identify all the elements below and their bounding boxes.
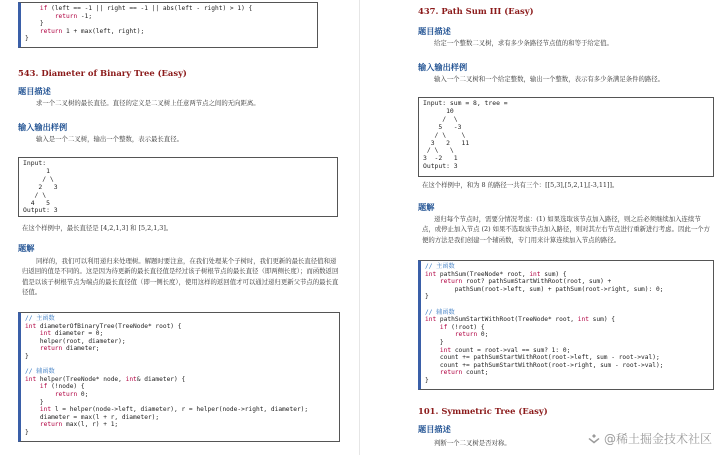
code-line: // 主函数 [25,315,55,322]
code-line: count += pathSumStartWithRoot(root->left, sum - root->val); [425,354,660,362]
io-heading: 输入输出样例 [18,122,68,132]
watermark-text: @稀土掘金技术社区 [603,432,712,446]
watermark [588,430,712,447]
code-line [425,301,709,309]
code-line: } [25,352,29,360]
code-line: return count; [439,369,489,377]
code-line: } [25,20,44,28]
code-line: return 0; [454,331,489,339]
code-line: if (left == -1 || right == -1 || abs(left - right) > 1) { [39,5,253,12]
desc-heading: 题目描述 [18,86,51,96]
desc-heading: 题目描述 [418,26,451,36]
problem-title-543: 543. Diameter of Binary Tree (Easy) [18,68,187,78]
code-line: count += pathSumStartWithRoot(root->right, sum - root->val); [425,361,664,369]
code-line: int count = root->val == sum? 1: 0; [439,346,571,354]
sample-box: Input: sum = 8, tree = 10 / \ 5 -3 / \ \ 3 2 11 / \ \ 3 -2 1 Output: 3 [418,97,714,177]
code-line: int diameter = 0; [39,330,104,338]
column-divider [359,0,360,455]
code-line: int diameterOfBinaryTree(TreeNode* root) { [25,322,182,330]
code-block [418,260,714,390]
code-line: } [25,428,29,436]
solution-text: 同样的，我们可以利用递归来处理树。解题时要注意，在我们处理某个子树时，我们更新的最长直径值和递归返回的值是不同的。这是因为待更新的最长直径值是经过该子树根节点的最长直径（即两侧长度）；而函数返回值是以该子树根节点为端点的最长直径值（即一侧长度），使用这样的返回值才可以通过递归更新父节点的最长直径值。 [22,257,339,297]
code-line: int pathSum(TreeNode* root, int sum) { [425,270,567,278]
sample-box: Input: 1 / \ 2 3 / \ 4 5 Output: 3 [18,157,338,217]
sample-note: 在这个样例中，最长直径是 [4,2,1,3] 和 [5,2,1,3]。 [22,224,173,232]
desc-text: 求一个二叉树的最长直径。直径的定义是二叉树上任意两节点之间的无向距离。 [36,99,260,107]
code-line: } [25,398,44,406]
code-line: return max(l, r) + 1; [39,421,119,429]
code-line: diameter = max(l + r, diameter); [25,413,160,421]
left-column [0,0,356,455]
code-line: } [425,293,429,301]
desc-text: 给定一个整数二叉树，求有多少条路径节点值的和等于给定值。 [434,39,613,47]
sample-note: 在这个样例中，和为 8 的路径一共有三个：[[5,3],[5,2,1],[-3,11]]。 [422,181,619,189]
solution-heading: 题解 [418,202,435,212]
next-desc-text: 判断一个二叉树是否对称。 [434,439,511,447]
code-line: // 辅函数 [25,368,55,376]
code-line: } [425,376,429,384]
code-line: int l = helper(node->left, diameter), r = helper(node->right, diameter); [39,406,309,414]
code-line: } [25,35,29,43]
code-line [25,361,335,369]
code-block [18,312,340,442]
code-line: // 主函数 [425,263,455,270]
right-column [364,0,720,455]
solution-text: 递归每个节点时，需要分情况考虑：(1) 如果选取该节点加入路径，则之后必须继续加入连续节点，或停止加入节点 (2) 如果不选取该节点加入路径，则对其左右节点进行重新进行考虑。因此一个方便的方法是我们创建一个辅函数，专门用来计算连续加入节点的路径。 [422,215,710,244]
io-heading: 输入输出样例 [418,62,468,72]
code-line: if (!root) { [439,323,485,331]
juejin-logo-icon [588,433,600,445]
io-text: 输入一个二叉树和一个给定整数，输出一个整数，表示有多少条满足条件的路径。 [434,75,665,83]
code-line: } [425,338,444,346]
io-text: 输入是一个二叉树，输出一个整数，表示最长直径。 [36,135,183,143]
solution-heading: 题解 [18,243,35,253]
code-line: int pathSumStartWithRoot(TreeNode* root, int sum) { [425,316,616,324]
code-line: if (!node) { [39,383,85,391]
code-line: return root? pathSumStartWithRoot(root, sum) + [439,278,612,286]
code-line: return diameter; [39,345,100,353]
code-line: // 辅函数 [425,308,455,316]
code-line: return -1; [54,12,93,20]
top-code-block [18,2,318,48]
problem-title-437: 437. Path Sum III (Easy) [418,6,534,16]
problem-title-101: 101. Symmetric Tree (Easy) [418,406,548,416]
code-line: int helper(TreeNode* node, int& diameter) { [25,375,186,383]
next-desc-heading: 题目描述 [418,424,451,434]
code-line: helper(root, diameter); [25,337,126,345]
code-line: return 1 + max(left, right); [39,27,145,35]
code-line: return 0; [54,390,89,398]
code-line: pathSum(root->left, sum) + pathSum(root->right, sum): 0; [425,285,664,293]
